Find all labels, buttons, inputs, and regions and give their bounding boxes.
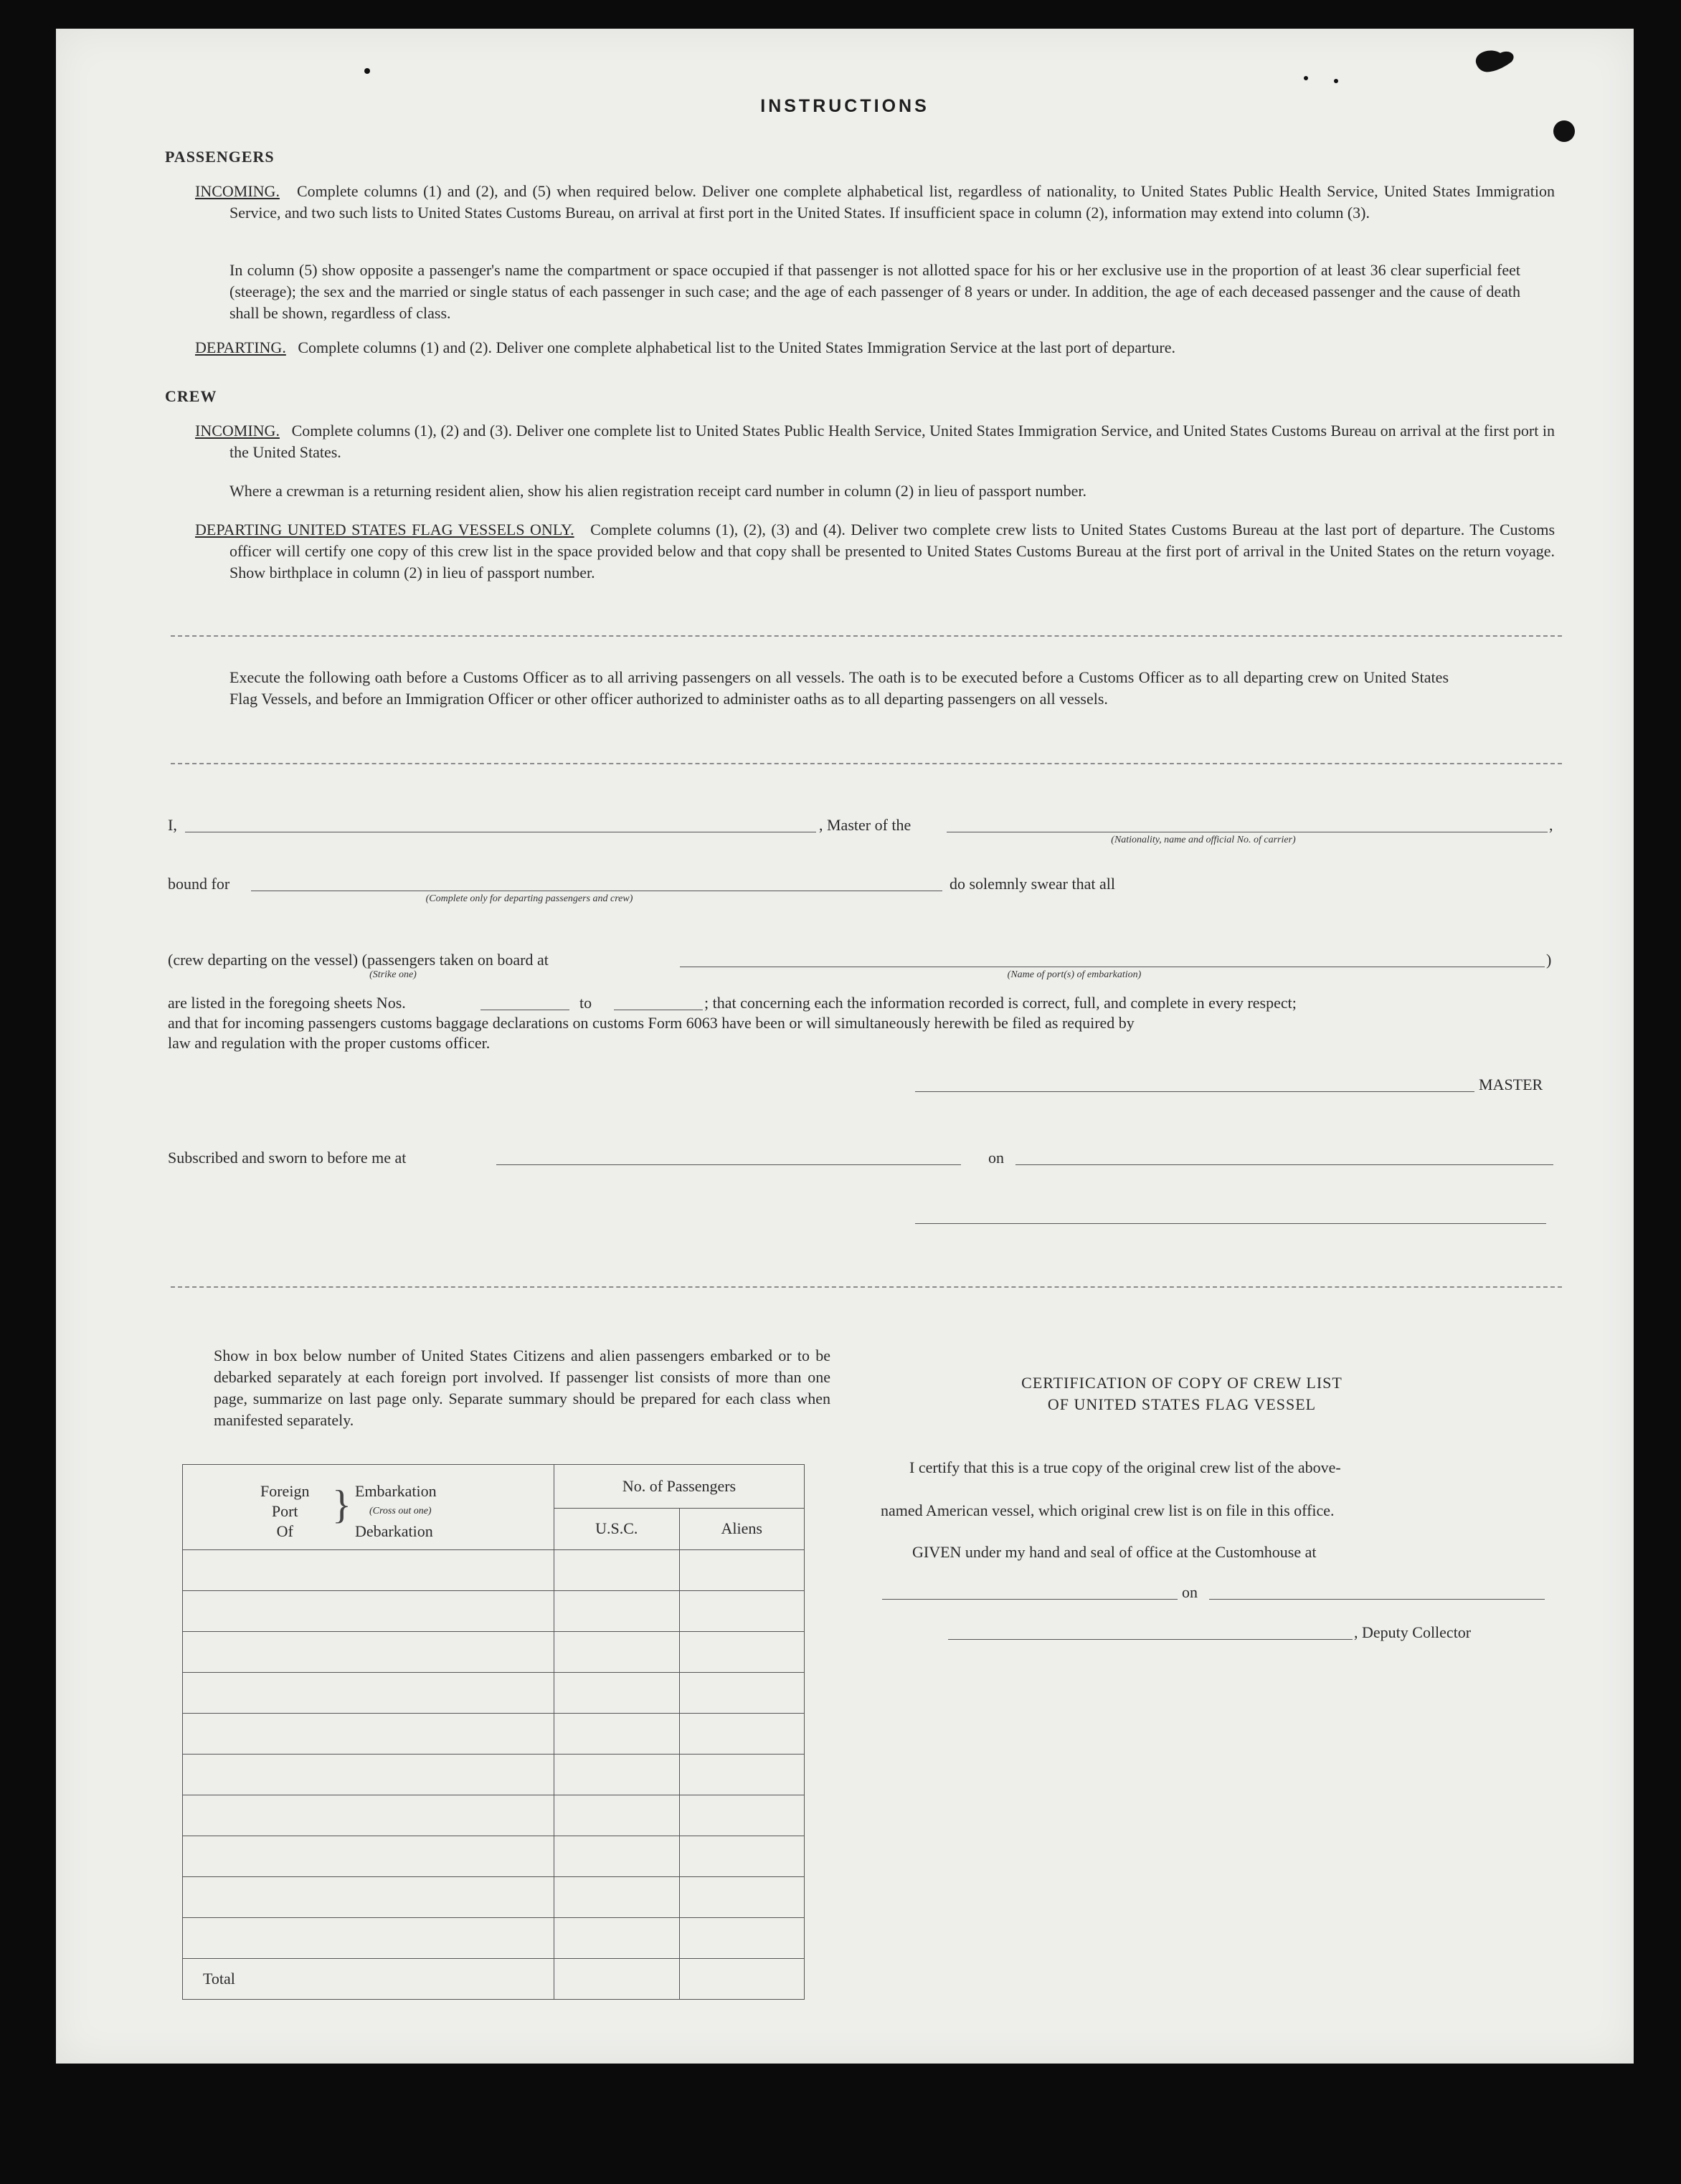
total-label: Total — [203, 1970, 235, 1988]
crew-incoming-text: Complete columns (1), (2) and (3). Deliver one complete list to United States Public Health Service, United States Immigration Service, and United States Customs Bureau on arrival at the first port in the United States. — [229, 422, 1555, 461]
col-foreign: Foreign — [260, 1482, 310, 1500]
crew-departing-label: DEPARTING UNITED STATES FLAG VESSELS ONLY. — [195, 521, 574, 538]
passengers-column5-paragraph: In column (5) show opposite a passenger's name the compartment or space occupied if that passenger is not allotted space for his or her exclusive use in the proportion of at least 36 clear superficial feet (steerage); the sex and the married or single status of each passenger in such case; and the age of each passenger of 8 years or under. In addition, the age of each deceased passenger and the cause of death shall be shown, regardless of class. — [229, 261, 1520, 322]
customhouse-field[interactable] — [882, 1599, 1178, 1600]
strike-caption: (Strike one) — [369, 969, 417, 980]
usc-cell[interactable] — [554, 1591, 680, 1632]
certify-line2: named American vessel, which original crew list is on file in this office. — [881, 1501, 1335, 1519]
col-embarkation: Embarkation — [355, 1482, 437, 1500]
aliens-cell[interactable] — [679, 1591, 804, 1632]
usc-cell[interactable] — [554, 1714, 680, 1755]
speck-mark — [364, 68, 370, 74]
listed-rest: ; that concerning each the information recorded is correct, full, and complete in every respect; — [704, 994, 1297, 1012]
passengers-incoming-text: Complete columns (1) and (2), and (5) when required below. Deliver one complete alphabetical list, regardless of nationality, to United States Public Health Service, United States Immigration Service, and two such lists to United States Customs Bureau, on arrival at first port in the United States. If insufficient space in column (2), information may extend into column (3). — [229, 182, 1555, 222]
col-cross-out: (Cross out one) — [369, 1506, 432, 1516]
summary-row — [183, 1673, 805, 1714]
passengers-departing-text: Complete columns (1) and (2). Deliver one complete alphabetical list to the United States Immigration Service at the last port of departure. — [298, 338, 1176, 356]
page-title: INSTRUCTIONS — [760, 96, 929, 116]
usc-cell[interactable] — [554, 1795, 680, 1836]
passenger-summary-table — [182, 1464, 805, 2000]
divider — [171, 1286, 1562, 1288]
col-of: Of — [276, 1522, 293, 1540]
port-cell[interactable] — [183, 1591, 554, 1632]
certification-title — [888, 1372, 1476, 1415]
sworn-date-field[interactable] — [1015, 1164, 1553, 1165]
usc-cell[interactable] — [554, 1755, 680, 1795]
aliens-cell[interactable] — [679, 1755, 804, 1795]
comma-mark: , — [1549, 816, 1553, 834]
passengers-incoming-paragraph — [195, 181, 1555, 224]
certify-line1: I certify that this is a true copy of the original crew list of the above- — [909, 1458, 1341, 1476]
usc-cell[interactable] — [554, 1673, 680, 1714]
certification-title-line1: CERTIFICATION OF COPY OF CREW LIST — [1021, 1374, 1343, 1392]
aliens-cell[interactable] — [679, 1877, 804, 1918]
summary-row — [183, 1877, 805, 1918]
usc-cell[interactable] — [554, 1918, 680, 1959]
usc-cell[interactable] — [554, 1877, 680, 1918]
divider — [171, 635, 1562, 637]
oath-line2: and that for incoming passengers customs baggage declarations on customs Form 6063 have been or will simultaneously herewith be filed as required by — [168, 1014, 1135, 1032]
aliens-cell[interactable] — [679, 1795, 804, 1836]
col-debarkation: Debarkation — [355, 1522, 433, 1540]
aliens-cell[interactable] — [679, 1918, 804, 1959]
to-label: to — [579, 994, 592, 1012]
total-label-cell — [183, 1959, 554, 2000]
port-cell[interactable] — [183, 1550, 554, 1591]
passengers-header-cell: No. of Passengers — [554, 1465, 805, 1509]
ink-blot-icon — [1470, 44, 1520, 80]
col-port: Port — [271, 1502, 298, 1520]
bound-for-label: bound for — [168, 875, 230, 893]
port-cell[interactable] — [183, 1795, 554, 1836]
sworn-place-field[interactable] — [496, 1164, 961, 1165]
cert-on-label: on — [1182, 1583, 1198, 1601]
cert-date-field[interactable] — [1209, 1599, 1545, 1600]
passengers-departing-label: DEPARTING. — [195, 338, 286, 356]
aliens-cell[interactable] — [679, 1632, 804, 1673]
swear-label: do solemnly swear that all — [950, 875, 1115, 893]
summary-row — [183, 1632, 805, 1673]
oath-line3: law and regulation with the proper customs officer. — [168, 1034, 491, 1052]
port-cell[interactable] — [183, 1714, 554, 1755]
master-of-label: , Master of the — [819, 816, 911, 834]
crew-resident-paragraph: Where a crewman is a returning resident alien, show his alien registration receipt card number in column (2) in lieu of passport number. — [229, 482, 1086, 500]
summary-row — [183, 1591, 805, 1632]
port-cell[interactable] — [183, 1877, 554, 1918]
deputy-label: , Deputy Collector — [1354, 1623, 1472, 1641]
usc-cell[interactable] — [554, 1632, 680, 1673]
port-cell[interactable] — [183, 1673, 554, 1714]
summary-row — [183, 1755, 805, 1795]
carrier-caption: (Nationality, name and official No. of carrier) — [1111, 835, 1296, 845]
master-label: MASTER — [1479, 1076, 1543, 1093]
crew-departing-text: Complete columns (1), (2), (3) and (4). Deliver two complete crew lists to United States Customs Bureau at the last port of departure. The Customs officer will certify one copy of this crew list in the space provided below and that copy shall be presented to United States Customs Bureau at the first port of arrival in the United States on the return voyage. Show birthplace in column (2) in lieu of passport number. — [229, 521, 1555, 581]
divider — [171, 763, 1562, 764]
usc-cell[interactable] — [554, 1550, 680, 1591]
speck-mark — [1304, 76, 1308, 80]
usc-header-cell: U.S.C. — [554, 1508, 680, 1549]
crew-incoming-label: INCOMING. — [195, 422, 280, 440]
summary-row — [183, 1836, 805, 1877]
oath-i-label: I, — [168, 816, 177, 834]
document-page — [56, 29, 1634, 2064]
aliens-cell[interactable] — [679, 1836, 804, 1877]
subscribed-label: Subscribed and sworn to before me at — [168, 1149, 407, 1167]
summary-row — [183, 1714, 805, 1755]
crew-heading: CREW — [165, 387, 217, 405]
aliens-header-cell: Aliens — [679, 1508, 804, 1549]
summary-row — [183, 1550, 805, 1591]
close-paren: ) — [1546, 951, 1552, 969]
usc-cell[interactable] — [554, 1836, 680, 1877]
summary-instruction: Show in box below number of United States Citizens and alien passengers embarked or to be debarked separately at each foreign port involved. If passenger list consists of more than one page, summarize on last page only. Separate summary should be prepared for each class when manifested separately. — [214, 1347, 830, 1429]
speck-mark — [1553, 120, 1575, 142]
listed-label: are listed in the foregoing sheets Nos. — [168, 994, 406, 1012]
total-usc-cell[interactable] — [554, 1959, 680, 2000]
aliens-cell[interactable] — [679, 1673, 804, 1714]
crew-incoming-paragraph — [195, 420, 1555, 463]
crew-departing-paragraph — [195, 519, 1555, 584]
port-cell[interactable] — [183, 1755, 554, 1795]
summary-row — [183, 1795, 805, 1836]
port-header-cell: Foreign Port Of } Embarkation (Cross out one) Debarkation — [183, 1465, 554, 1550]
speck-mark — [1334, 79, 1338, 83]
port-cell[interactable] — [183, 1918, 554, 1959]
master-signature-field[interactable] — [915, 1091, 1474, 1092]
oath-instruction-paragraph: Execute the following oath before a Customs Officer as to all arriving passengers on all vessels. The oath is to be executed before a Customs Officer as to all departing crew on United States Flag Vessels, and before an Immigration Officer or other officer authorized to administer oaths as to all departing passengers on all vessels. — [229, 668, 1449, 708]
ports-caption: (Name of port(s) of embarkation) — [1007, 969, 1142, 980]
passengers-heading: PASSENGERS — [165, 148, 275, 166]
bound-caption: (Complete only for departing passengers and crew) — [425, 893, 633, 904]
total-aliens-cell[interactable] — [679, 1959, 804, 2000]
sworn-on-label: on — [988, 1149, 1004, 1167]
aliens-cell[interactable] — [679, 1550, 804, 1591]
given-line: GIVEN under my hand and seal of office at the Customhouse at — [912, 1543, 1317, 1561]
deputy-signature-field[interactable] — [948, 1639, 1353, 1640]
port-cell[interactable] — [183, 1836, 554, 1877]
port-cell[interactable] — [183, 1632, 554, 1673]
summary-row — [183, 1918, 805, 1959]
certification-title-line2: OF UNITED STATES FLAG VESSEL — [1047, 1395, 1317, 1413]
officer-signature-field[interactable] — [915, 1223, 1546, 1224]
crew-passengers-label: (crew departing on the vessel) (passengers taken on board at — [168, 951, 549, 969]
passengers-incoming-label: INCOMING. — [195, 182, 280, 200]
passengers-departing-paragraph — [195, 337, 1520, 359]
aliens-cell[interactable] — [679, 1714, 804, 1755]
